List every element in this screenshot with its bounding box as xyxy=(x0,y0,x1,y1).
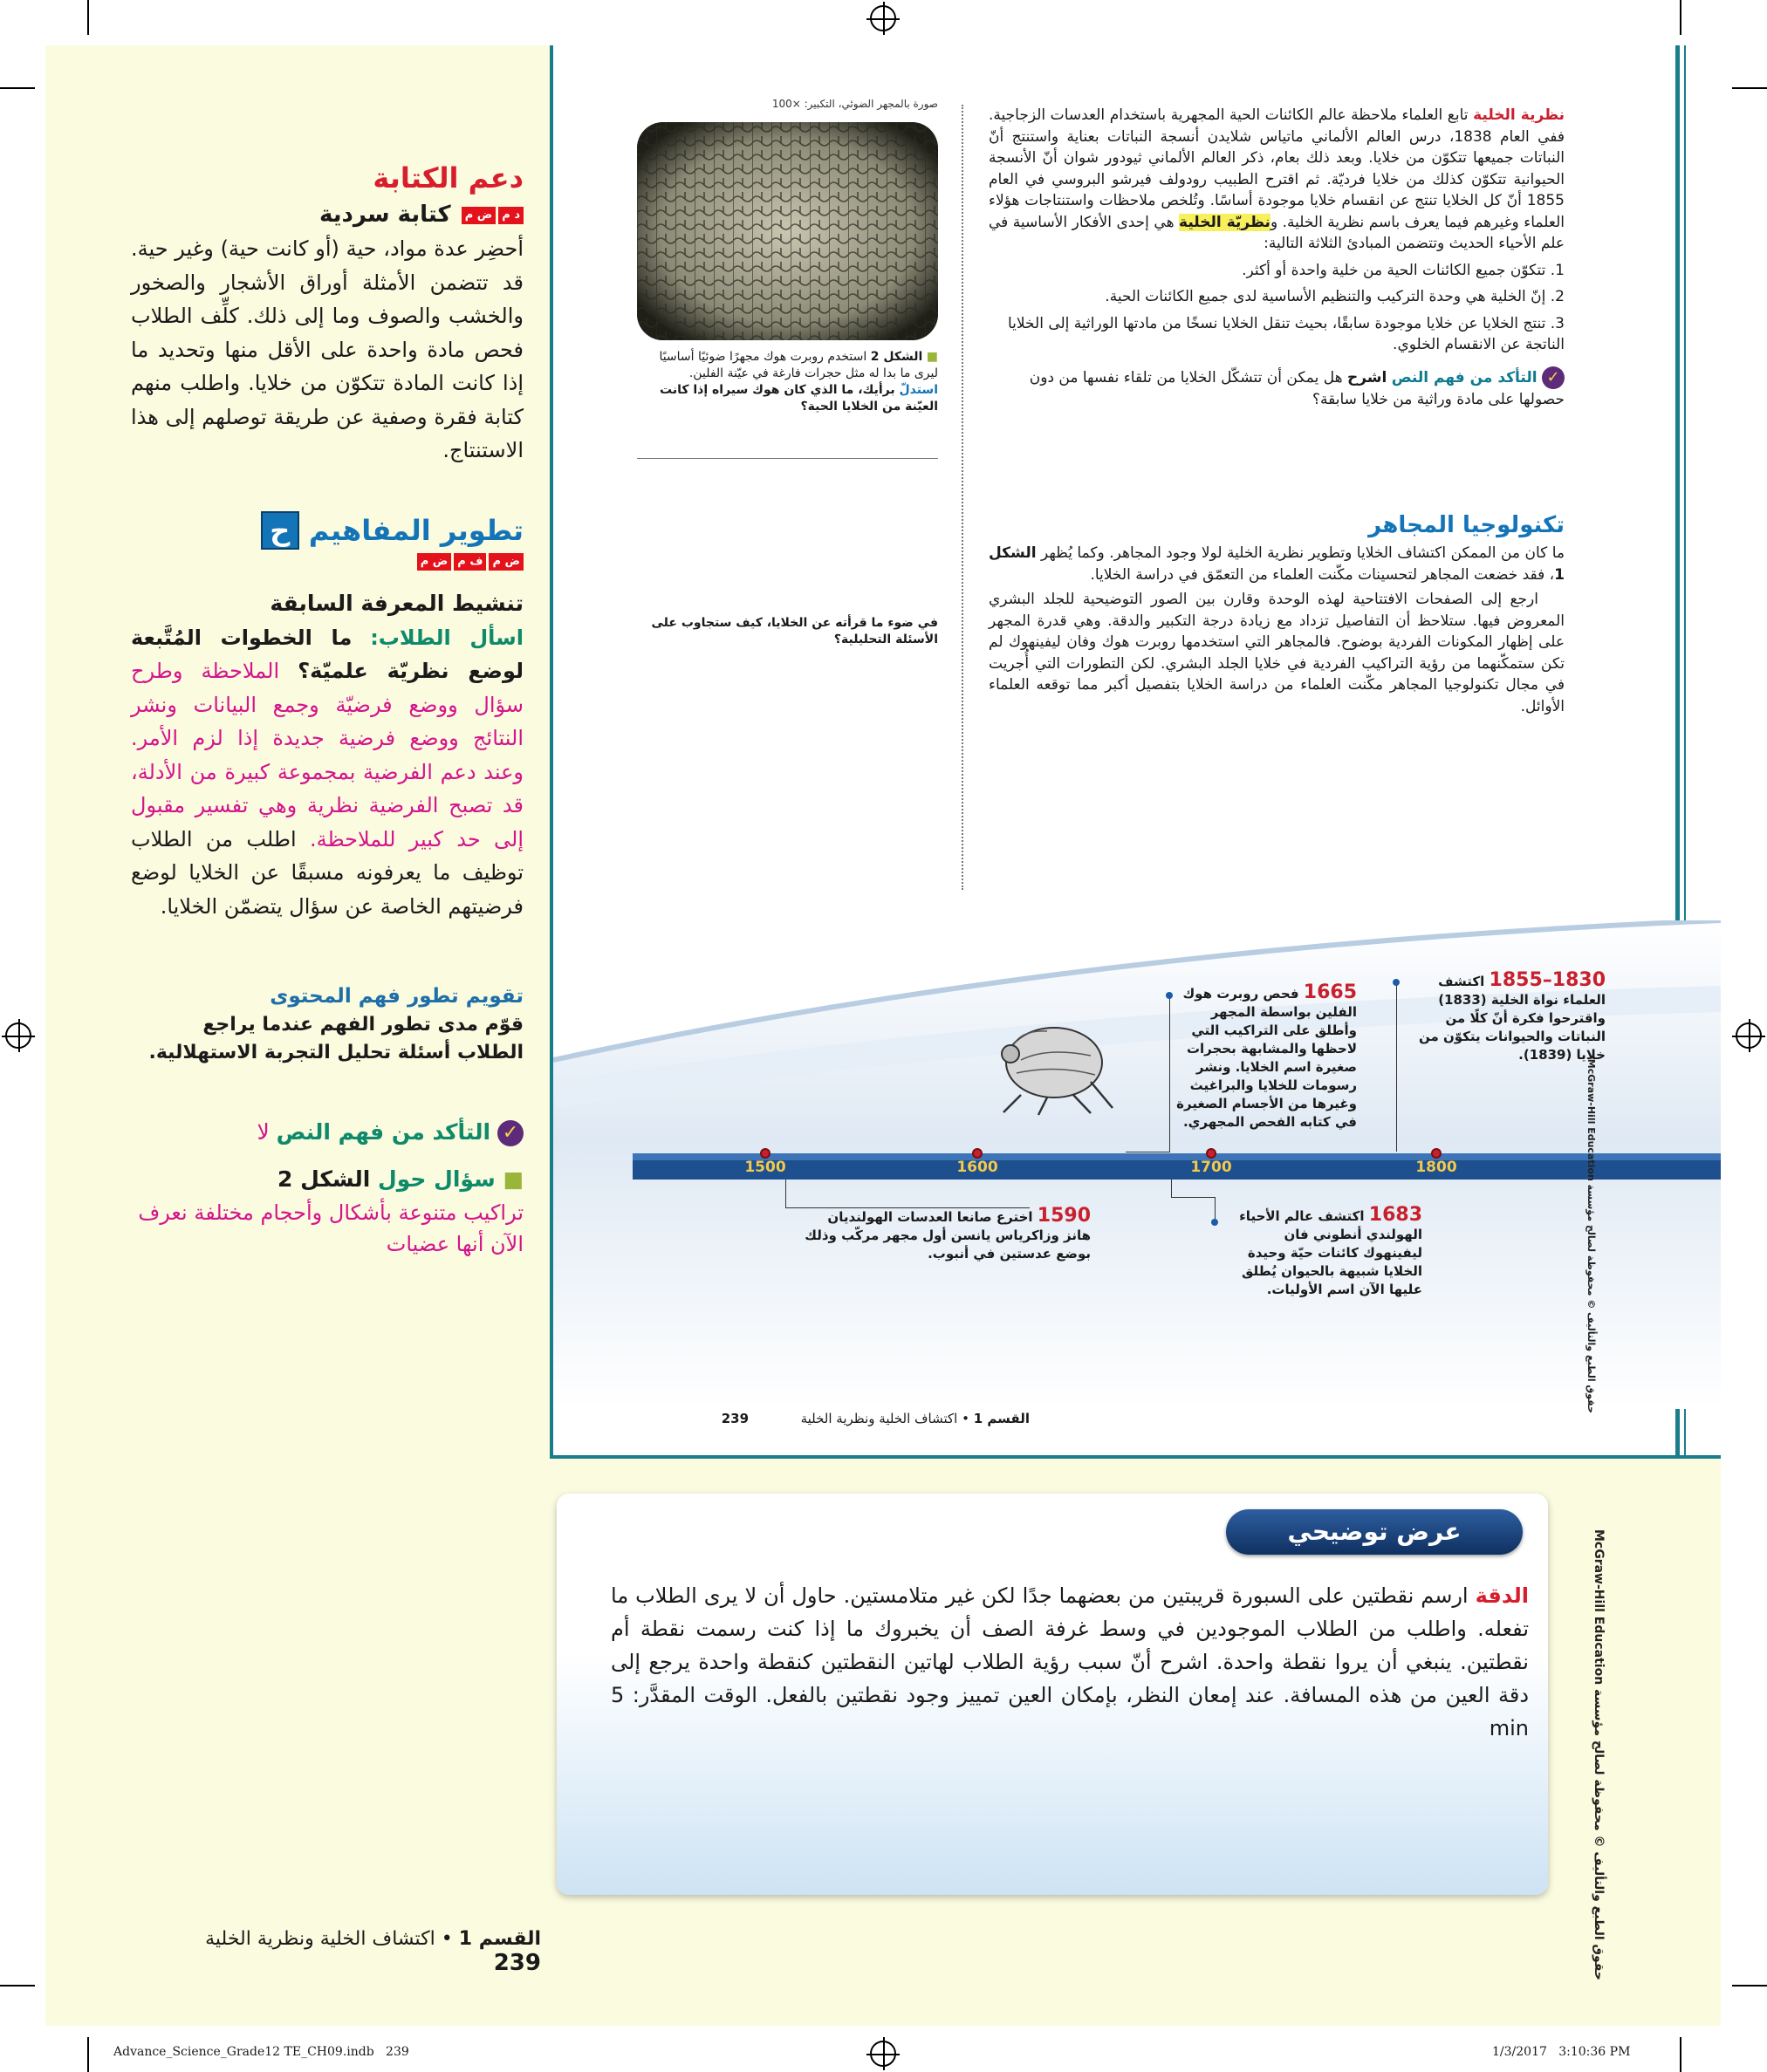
assessment-text: قوّم مدى تطور الفهم عندما يراجع الطلاب أسئلة تحليل التجربة الاستهلالية. xyxy=(148,1014,524,1063)
list-item: 1. تتكوّن جميع الكائنات الحية من خلية واحدة أو أكثر. xyxy=(1242,261,1565,279)
panel-border xyxy=(550,1455,1721,1459)
footer-section: القسم 1 xyxy=(973,1411,1030,1426)
flea-icon xyxy=(986,1012,1117,1117)
demo-title: عرض توضيحي xyxy=(1287,1517,1462,1546)
flea-illustration xyxy=(986,1012,1117,1117)
checkmark-icon: ✓ xyxy=(497,1120,524,1146)
figure-question-ref: الشكل 2 xyxy=(277,1166,371,1192)
timeline-event xyxy=(1222,1206,1422,1299)
cell-theory-term-highlight: نظريّة الخلية xyxy=(1179,213,1270,231)
tick-label: 1500 xyxy=(744,1159,786,1176)
registration-mark-icon xyxy=(870,5,896,31)
crop-mark xyxy=(87,0,89,35)
figure2-caption-block xyxy=(637,349,938,415)
list-item: 2. إنّ الخلية هي وحدة التركيب والتنظيم الأساسية لدى جميع الكائنات الحية. xyxy=(1105,288,1565,305)
timeline-event xyxy=(803,1207,1091,1263)
panel-copyright: حقوق الطبع والتأليف © محفوظة لصالح مؤسسة McGraw-Hill Education xyxy=(1586,1058,1597,1413)
column-divider xyxy=(962,105,963,890)
microscopes-p1-a: ما كان من الممكن اكتشاف الخلايا وتطوير نظرية الخلية لولا وجود المجاهر. وكما يُظهر xyxy=(1036,544,1565,562)
narrative-writing-subheading: كتابة سردية xyxy=(318,202,451,228)
microscopes-heading: تكنولوجيا المجاهر xyxy=(1368,512,1565,538)
principles-list xyxy=(989,260,1565,356)
ask-students-label: اسأل الطلاب: xyxy=(370,625,524,650)
figure2-caption: استخدم روبرت هوك مجهرًا ضوئيًا أساسيًا ليرى ما بدا له مثل حجرات فارغة في عيّنة الفلين. xyxy=(659,350,938,380)
timeline-bar-highlight xyxy=(633,1153,1721,1160)
registration-mark-icon xyxy=(1736,1022,1762,1049)
writing-support-section xyxy=(131,159,524,468)
tag-badge: د م xyxy=(498,207,524,224)
writing-support-heading: دعم الكتابة xyxy=(373,161,524,195)
text-check-question: هل يمكن أن تتشكّل الخلايا من تلقاء نفسها من دون حصولها على مادة وراثية من خلايا سابقة؟ xyxy=(1029,368,1565,408)
concepts-section xyxy=(131,510,524,923)
prior-knowledge-heading: تنشيط المعرفة السابقة xyxy=(270,590,524,616)
tick-marker xyxy=(1431,1148,1442,1159)
leader-line xyxy=(1171,1180,1172,1197)
event-year: 1590 xyxy=(1037,1205,1091,1227)
figure-question-label: سؤال حول xyxy=(378,1166,496,1192)
tick-marker xyxy=(1206,1148,1216,1159)
caption-rule xyxy=(637,458,938,459)
microscopes-p1-b: ، فقد خضعت المجاهر لتحسينات مكّنت العلماء من التعمّق في دراسة الخلايا. xyxy=(1090,565,1555,584)
list-item: 3. تنتج الخلايا عن خلايا موجودة سابقًا، بحيث تنقل الخلايا نسخًا من مادتها الوراثية إلى الخلايا الناتجة عن الانقسام الخلوي. xyxy=(1007,314,1565,353)
demo-body xyxy=(611,1579,1529,1745)
tag-badge: ف م xyxy=(454,553,486,571)
tick-label: 1700 xyxy=(1190,1159,1232,1176)
footer-page-number: 239 xyxy=(721,1411,750,1426)
cork-micrograph-image xyxy=(637,122,938,340)
slug-date: 1/3/2017 3:10:36 PM xyxy=(1492,2045,1631,2059)
leader-dot xyxy=(1211,1219,1218,1226)
crop-mark xyxy=(1680,2037,1681,2072)
crop-mark xyxy=(1732,87,1767,89)
crop-mark xyxy=(1732,1985,1767,1987)
tag-badge: ض م xyxy=(489,553,524,571)
event-text: اكتشف عالم الأحياء الهولندي أنطوني فان ليفينهوك كائنات حيّة وحيدة الخلايا شبيهة بالحيوان يُطلق عليها الآن اسم الأوليات. xyxy=(1239,1208,1422,1297)
demo-term: الدقة xyxy=(1475,1583,1529,1608)
page-number: 239 xyxy=(493,1950,541,1976)
cell-theory-intro: تابع العلماء ملاحظة عالم الكائنات الحية المجهرية باستخدام العدسات الزجاجية. ففي العام 1838، درس العالم الألماني ماتياس شلايدن أنسجة النباتات بعناية واستنتج أنّ النباتات جميعها تتكوّن من خلايا. وبعد ذلك بعام، ذكر العالم الألماني ثيودور شوان أنّ الأنسجة الحيوانية تتكوّن كذلك من خلايا فرديّة. ثم اقترح الطبيب رودولف فيرشو البروسي في العام 1855 أنّ كل الخلايا تنتج عن انقسام خلايا موجودة أساسًا. وتُلخص ملاحظات واستنتاجات هؤلاء العلماء وغيرهم فيما يعرف باسم نظرية الخلية. و xyxy=(989,106,1565,231)
timeline-event xyxy=(1396,971,1606,1064)
tag-badge: ض م xyxy=(462,207,497,224)
concepts-badge-icon: ح xyxy=(261,511,299,550)
figure-question-answer: تراكيب متنوعة بأشكال وأحجام مختلفة نعرف الآن أنها عضيات xyxy=(138,1200,524,1256)
crop-mark xyxy=(87,2037,89,2072)
text-check-verb: اشرح xyxy=(1346,368,1387,386)
event-text: اكتشف العلماء نواة الخلية (1833) واقترحوا فكرة أنّ كلًا من النباتات والحيوانات يتكوّن من خلايا (1839). xyxy=(1418,974,1606,1063)
figure1-ref: الشكل 1 xyxy=(989,544,1565,584)
outer-copyright: حقوق الطبع والتأليف © محفوظة لصالح مؤسسة McGraw-Hill Education xyxy=(1592,1528,1606,1980)
infer-label: استدلّ xyxy=(899,383,938,397)
microscopes-p2: ارجع إلى الصفحات الافتتاحية لهذه الوحدة وقارن بين الصور التوضيحية للجلد البشري المعروض فيها. ستلاحظ أن التفاصيل تزداد مع زيادة درجة التكبير والدقة. وهي قدرة المجهر على إظهار المكونات الفردية بوضوح. فالمجاهر التي استخدمها روبرت هوك وفان ليفينهوك لم تكن ستمكّنهما من رؤية التراكيب الفردية في خلايا الجلد البشري. لكن التطورات التي أُجريت في مجال تكنولوجيا المجاهر مكّنت العلماء من دراسة الخلايا بتفصيل أكبر مما توقعه العلماء الأوائل. xyxy=(989,591,1565,715)
check-answer: لا xyxy=(257,1119,270,1145)
demo-time: 5 min xyxy=(611,1683,1529,1740)
page-footer: القسم 1 • اكتشاف الخلية ونظرية الخلية 239 xyxy=(205,1928,541,1976)
check-heading: التأكد من فهم النص xyxy=(276,1119,491,1145)
check-section xyxy=(131,1115,524,1260)
crop-mark xyxy=(1680,0,1681,35)
timeline-event xyxy=(1169,983,1357,1132)
cell-theory-term: نظرية الخلية xyxy=(1473,106,1565,124)
crop-mark xyxy=(0,1985,35,1987)
leader-line xyxy=(1171,1197,1215,1198)
ask-answer: الملاحظة وطرح سؤال ووضع فرضيّة وجمع البيانات ونشر النتائج ووضع فرضية جديدة إذا لزم الأمر. وعند دعم الفرضية بمجموعة كبيرة من الأدلة، قد تصبح الفرضية نظرية وهي تفسير مقبول إلى حد كبير للملاحظة. xyxy=(131,659,524,851)
text-check-label: التأكد من فهم النص xyxy=(1391,368,1538,386)
assessment-heading: تقويم تطور فهم المحتوى xyxy=(270,985,524,1008)
event-year: 1683 xyxy=(1368,1204,1422,1226)
assessment-section xyxy=(131,981,524,1067)
writing-support-text: أحضِر عدة مواد، حية (أو كانت حية) وغير حية. قد تتضمن الأمثلة أوراق الأشجار والصخور والخشب والصوف وما إلى ذلك. كلِّف الطلاب فحص مادة واحدة على الأقل منها وتحديد ما إذا كانت المادة تتكوّن من خلايا. واطلب منهم كتابة فقرة وصفية عن طريقة توصلهم إلى هذا الاستنتاج. xyxy=(131,236,524,462)
tick-marker xyxy=(760,1148,770,1159)
event-text: فحص روبرت هوك الفلين بواسطة المجهر وأطلق على التراكيب التي لاحظها والمشابهة بحجرات صغيرة اسم الخلايا. ونشر رسومات للخلايا والبراغيث وغيرها من الأجسام الصغيرة في كتابه الفحص المجهري. xyxy=(1176,986,1357,1130)
concepts-instruction: اطلب من الطلاب توظيف ما يعرفونه مسبقًا عن الخلايا لوضع فرضيتهم الخاصة عن سؤال يتضمّن الخلايا. xyxy=(131,826,524,919)
registration-mark-icon xyxy=(5,1022,31,1049)
page-footer-title: اكتشاف الخلية ونظرية الخلية xyxy=(205,1928,435,1950)
event-year: 1830–1855 xyxy=(1489,969,1606,991)
microscopes-section xyxy=(989,508,1565,717)
ask-question: ما الخطوات المُتَّبعة لوضع نظريّة علميّة؟ xyxy=(131,625,524,683)
student-page-footer: القسم 1 • اكتشاف الخلية ونظرية الخلية 239 xyxy=(721,1411,1030,1426)
bullet-icon: ■ xyxy=(503,1166,524,1192)
cork-cells-icon xyxy=(637,122,938,340)
tick-label: 1800 xyxy=(1415,1159,1457,1176)
figure2-photo-caption: صورة بالمجهر الضوئي، التكبير: ×100 xyxy=(771,98,938,110)
page-footer-section: القسم 1 xyxy=(458,1928,541,1950)
cell-theory-intro-end: هي إحدى الأفكار الأساسية في علم الأحياء الحديث وتتضمن المبادئ الثلاثة التالية: xyxy=(989,213,1565,252)
event-year: 1665 xyxy=(1303,981,1357,1003)
leader-line xyxy=(785,1180,786,1207)
crop-mark xyxy=(0,87,35,89)
figure2-label: الشكل 2 xyxy=(870,350,923,364)
bullet-icon: ■ xyxy=(926,350,938,364)
checkmark-icon: ✓ xyxy=(1542,366,1565,389)
infer-question: برأيك، ما الذي كان هوك سيراه إذا كانت العيّنة من الخلايا الحية؟ xyxy=(660,383,938,414)
concepts-heading: تطوير المفاهيم xyxy=(308,514,524,547)
tag-badge: ض م xyxy=(417,553,452,571)
cell-theory-section xyxy=(989,105,1565,410)
registration-mark-icon xyxy=(870,2041,896,2067)
leader-line xyxy=(1215,1197,1216,1221)
tick-marker xyxy=(972,1148,983,1159)
slug-file: Advance_Science_Grade12 TE_CH09.indb 239 xyxy=(113,2045,409,2059)
event-text: اخترع صانعا العدسات الهولنديان هانز وزاكرياس يانسن أول مجهر مركّب وذلك بوضع عدستين في أنبوب. xyxy=(805,1209,1091,1262)
demo-text: ارسم نقطتين على السبورة قريبتين من بعضهما جدًا لكن غير متلامستين. حاول أن لا يرى الطلاب ما تفعله. واطلب من الطلاب الموجودين في وسط غرفة الصف أن يخبروك ما إذا كنت رسمت نقطة أم نقطتين. ينبغي أن يروا نقطة واحدة. اشرح أنّ سبب رؤية الطلاب لهاتين النقطتين كنقطة واحدة يرجع إلى دقة العين من هذه المسافة. عند إمعان النظر، بإمكان العين تمييز وجود نقطتين بالفعل. الوقت المقدَّر: xyxy=(611,1583,1529,1707)
margin-question: في ضوء ما قرأته عن الخلايا، كيف ستجاوب على الأسئلة التحليلية؟ xyxy=(651,616,938,646)
footer-title: اكتشاف الخلية ونظرية الخلية xyxy=(800,1411,958,1426)
tick-label: 1600 xyxy=(956,1159,998,1176)
